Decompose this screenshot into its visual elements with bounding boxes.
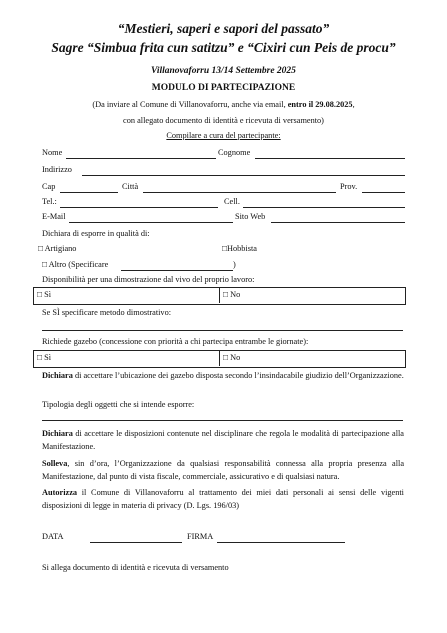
firma-field[interactable] bbox=[217, 541, 345, 543]
gazebo-declaration-text: di accettare l’ubicazione dei gazebo disposta secondo l’insindacabile giudizio dell’Organizzazione. bbox=[72, 371, 404, 380]
declaration-solleva bbox=[42, 458, 404, 483]
gazebo-si-checkbox[interactable]: □ Sì bbox=[37, 353, 52, 362]
altro-close-paren: ) bbox=[233, 260, 236, 269]
sito-field[interactable] bbox=[271, 221, 405, 223]
instructions-deadline: entro il 29.08.2025 bbox=[287, 100, 353, 109]
firma-label: FIRMA bbox=[187, 532, 214, 541]
demo-question: Disponibilità per una dimostrazione dal vivo del proprio lavoro: bbox=[42, 275, 255, 284]
instructions-line-1 bbox=[0, 100, 447, 109]
indirizzo-label: Indirizzo bbox=[42, 165, 72, 174]
title-line-1: “Mestieri, saperi e sapori del passato” bbox=[117, 21, 330, 36]
footer-note: Si allega documento di identità e ricevuta di versamento bbox=[42, 563, 229, 572]
event-dates: Villanovaforru 13/14 Settembre 2025 bbox=[151, 66, 296, 76]
tel-label: Tel.: bbox=[42, 197, 57, 206]
declaration-disciplinare bbox=[42, 428, 404, 453]
cell-field[interactable] bbox=[243, 206, 405, 208]
form-title: MODULO DI PARTECIPAZIONE bbox=[151, 83, 296, 93]
demo-specify-label: Se SÌ specificare metodo dimostrativo: bbox=[42, 308, 172, 317]
email-label: E-Mail bbox=[42, 212, 66, 221]
gazebo-declaration-keyword: Dichiara bbox=[42, 371, 73, 380]
tipologia-field[interactable] bbox=[42, 419, 403, 421]
gazebo-options-divider bbox=[219, 350, 220, 366]
data-label: DATA bbox=[42, 532, 64, 541]
email-field[interactable] bbox=[69, 221, 233, 223]
tipologia-label: Tipologia degli oggetti che si intende esporre: bbox=[42, 400, 195, 409]
citta-field[interactable] bbox=[143, 191, 336, 193]
gazebo-no-checkbox[interactable]: □ No bbox=[223, 353, 241, 362]
indirizzo-field[interactable] bbox=[82, 174, 405, 176]
gazebo-question: Richiede gazebo (concessione con priorità a chi partecipa entrambe le giornate): bbox=[42, 337, 309, 346]
nome-label: Nome bbox=[42, 148, 63, 157]
instructions-prefix: (Da inviare al Comune di Villanovaforru, anche via email, bbox=[92, 100, 288, 109]
data-field[interactable] bbox=[90, 541, 182, 543]
cap-field[interactable] bbox=[60, 191, 118, 193]
cap-label: Cap bbox=[42, 182, 56, 191]
exhibitor-question: Dichiara di esporre in qualità di: bbox=[42, 229, 150, 238]
nome-field[interactable] bbox=[66, 157, 216, 159]
demo-no-checkbox[interactable]: □ No bbox=[223, 290, 241, 299]
sito-label: Sito Web bbox=[235, 212, 266, 221]
declaration-3-keyword: Autorizza bbox=[42, 488, 78, 497]
tel-field[interactable] bbox=[60, 206, 218, 208]
artigiano-checkbox[interactable]: □ Artigiano bbox=[38, 244, 77, 253]
prov-field[interactable] bbox=[362, 191, 405, 193]
declaration-3-text: il Comune di Villanovaforru al trattamento dei miei dati personali ai sensi delle vigenti disposizioni di legge in materia di privacy (D. Lgs. 196/03) bbox=[42, 488, 404, 510]
cognome-field[interactable] bbox=[255, 157, 405, 159]
cell-label: Cell. bbox=[224, 197, 240, 206]
demo-si-checkbox[interactable]: □ Sì bbox=[37, 290, 52, 299]
section-title: Compilare a cura del partecipante: bbox=[166, 131, 281, 140]
altro-checkbox[interactable]: □ Altro (Specificare bbox=[42, 260, 109, 269]
cognome-label: Cognome bbox=[218, 148, 251, 157]
altro-specify-field[interactable] bbox=[121, 269, 233, 271]
instructions-suffix: , bbox=[352, 100, 355, 109]
declaration-1-keyword: Dichiara bbox=[42, 429, 73, 438]
declaration-2-keyword: Solleva bbox=[42, 459, 68, 468]
title-line-2: Sagre “Simbua frita cun satitzu” e “Cixiri cun Peis de procu” bbox=[51, 40, 396, 55]
demo-options-divider bbox=[219, 287, 220, 303]
citta-label: Città bbox=[122, 182, 139, 191]
prov-label: Prov. bbox=[340, 182, 358, 191]
declaration-privacy bbox=[42, 487, 404, 512]
hobbista-checkbox[interactable]: □Hobbista bbox=[222, 244, 257, 253]
instructions-line-2: con allegato documento di identità e ricevuta di versamento) bbox=[123, 116, 324, 125]
declaration-1-text: di accettare le disposizioni contenute nel disciplinare che regola le modalità di partecipazione alla Manifestazione. bbox=[42, 429, 404, 451]
declaration-2-text: , sin d’ora, l’Organizzazione da qualsiasi responsabilità connessa alla propria presenza alla Manifestazione, dal punto di vista fiscale, commerciale, assicurativo e di qualsiasi natura. bbox=[42, 459, 404, 481]
demo-method-field[interactable] bbox=[42, 329, 403, 331]
gazebo-declaration bbox=[42, 370, 404, 383]
